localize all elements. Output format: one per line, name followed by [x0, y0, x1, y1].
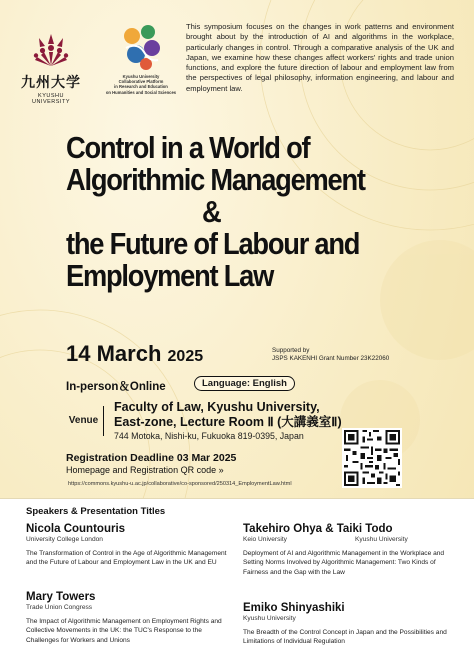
- event-url[interactable]: https://commons.kyushu-u.ac.jp/collaborative/co-sponsored/250314_EmploymentLaw.html: [68, 481, 292, 487]
- venue-block: [64, 400, 342, 442]
- presentation-title: The Transformation of Control in the Age of Algorithmic Management and the Future of Labour and Employment Law in the UK and EU: [26, 550, 227, 567]
- presentation-title: The Breadth of the Control Concept in Japan and the Possibilities and Limitations of Individual Regulation: [243, 629, 447, 646]
- speaker-towers: [26, 591, 236, 645]
- speaker-affiliation: Kyushu University: [243, 615, 296, 622]
- speaker-name: Takehiro Ohya & Taiki Todo: [243, 523, 393, 535]
- title-ampersand: &: [201, 194, 221, 229]
- platform-name: Kyushu University Collaborative Platform in Research and Education on Humanities and Social Sciences: [105, 74, 177, 95]
- registration-qr-code[interactable]: [342, 428, 402, 488]
- title-line-4: Employment Law: [66, 258, 274, 293]
- venue-label: Venue: [64, 406, 104, 436]
- kyushu-university-crest-icon: [31, 30, 71, 70]
- event-day-month: 14 March: [66, 341, 162, 366]
- venue-address: 744 Motoka, Nishi-ku, Fukuoka 819-0395, Japan: [114, 431, 304, 441]
- speaker-affiliation: Trade Union Congress: [26, 604, 93, 611]
- venue-name: Faculty of Law, Kyushu University, East-zone, Lecture Room Ⅱ (大講義室Ⅱ): [114, 400, 342, 429]
- event-date: [66, 342, 203, 369]
- speaker-affiliation: Keio University Kyushu University: [243, 536, 408, 543]
- kyushu-university-logo: [20, 30, 82, 105]
- title-line-2: Algorithmic Management: [66, 162, 365, 197]
- language-badge: Language: English: [194, 376, 295, 391]
- speaker-name: Emiko Shinyashiki: [243, 602, 345, 614]
- speakers-heading: Speakers & Presentation Titles: [26, 506, 166, 517]
- speaker-name: Mary Towers: [26, 591, 96, 603]
- attendance-mode: In-person＆Online: [66, 381, 166, 393]
- symposium-title: [66, 132, 418, 292]
- speaker-ohya-todo: [243, 523, 453, 577]
- symposium-description: This symposium focuses on the changes in work patterns and environment brought about by the introduction of AI and algorithms in the workplace, particularly changes in control. Through a comparative analysis of the UK and Japan, we examine how these changes affect workers' rights and trade union functions, and explore the future direction of labour and employment law from the perspectives of legal philosophy, information engineering, and labour and employment law.: [186, 22, 454, 93]
- event-year: 2025: [167, 348, 204, 365]
- university-name-english: KYUSHU UNIVERSITY: [31, 93, 70, 105]
- collaborative-platform-logo: [100, 22, 182, 95]
- title-line-3: the Future of Labour and: [66, 226, 360, 261]
- funding-support: [272, 347, 389, 363]
- speakers-section: [0, 498, 474, 671]
- speaker-affiliation: University College London: [26, 536, 103, 543]
- support-grant: JSPS KAKENHI Grant Number 23K22060: [272, 355, 390, 362]
- homepage-link[interactable]: Homepage and Registration QR code »: [66, 465, 224, 475]
- presentation-title: Deployment of AI and Algorithmic Management in the Workplace and Setting Norms Involved by Algorithmic Management: Two Kinds of Fairness and the Gap with the Law: [243, 550, 445, 576]
- speaker-shinyashiki: [243, 602, 453, 647]
- support-label: Supported by: [272, 347, 310, 354]
- speaker-name: Nicola Countouris: [26, 523, 126, 535]
- speaker-countouris: [26, 523, 236, 568]
- presentation-title: The Impact of Algorithmic Management on Employment Rights and Collective Movements in the UK: the TUC's Response to the Challenges for Workers and Unions: [26, 618, 222, 644]
- platform-emblem-icon: [118, 22, 164, 72]
- title-line-1: Control in a World of: [66, 130, 310, 165]
- registration-deadline: Registration Deadline 03 Mar 2025: [66, 452, 237, 464]
- university-name-japanese: 九州大学: [21, 75, 81, 91]
